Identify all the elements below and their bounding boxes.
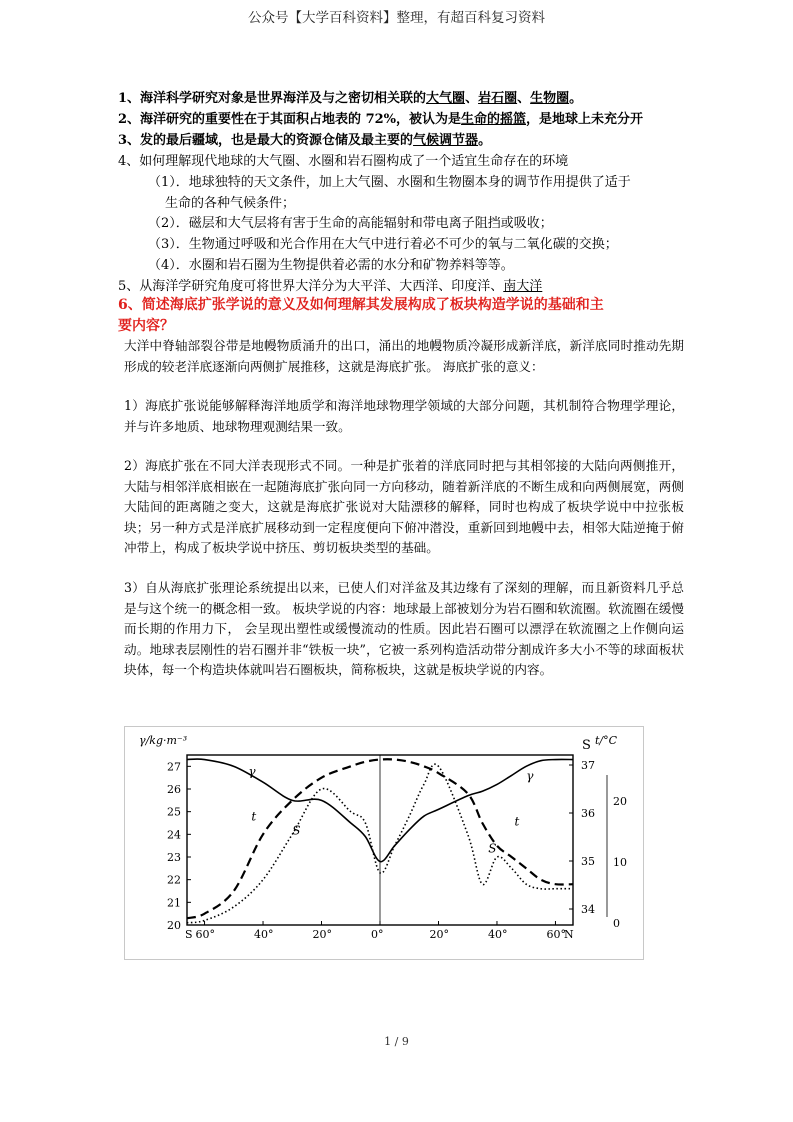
series-t-label: t — [251, 809, 257, 824]
left-axis-label: γ/kg·m⁻³ — [139, 734, 188, 747]
x-tick-label: 60° — [546, 928, 566, 941]
series-γ-label: γ — [248, 764, 256, 779]
item-4-sub-1-cont: 生命的各种气候条件； — [165, 196, 296, 211]
item-4-sub-3: （3）．生物通过呼吸和光合作用在大气中进行着必不可少的氧与二氧化碳的交换； — [148, 237, 618, 252]
series-S-label: S — [292, 823, 301, 838]
x-tick-label: 60° — [195, 928, 216, 941]
left-tick-label: 23 — [167, 851, 181, 864]
series-t-label: t — [514, 814, 520, 829]
question-6-line-1: 6、简述海底扩张学说的意义及如何理解其发展构成了板块构造学说的基础和主 — [118, 297, 604, 313]
salinity-tick-label: 36 — [581, 807, 595, 820]
x-tick-label: S — [185, 928, 193, 941]
temperature-tick-label: 0 — [613, 917, 620, 930]
item-4-sub-2: （2）．磁层和大气层将有害于生命的高能辐射和带电离子阻挡或吸收； — [148, 216, 553, 231]
item-4: 4、如何理解现代地球的大气圈、水圈和岩石圈构成了一个适宜生命存在的环境 — [118, 154, 569, 169]
left-tick-label: 25 — [167, 805, 181, 819]
item-5: 5、从海洋学研究角度可将世界大洋分为大平洋、大西洋、印度洋、南大洋 — [118, 279, 543, 294]
ocean-profile-chart — [124, 726, 644, 960]
temperature-axis-label: t/°C — [595, 734, 618, 747]
left-tick-label: 26 — [167, 783, 181, 796]
page-header: 公众号【大学百科资料】整理，有超百科复习资料 — [248, 10, 545, 26]
chart-svg — [125, 727, 643, 959]
left-tick-label: 20 — [167, 919, 181, 932]
x-tick-label: 40° — [487, 928, 508, 941]
x-tick-label: 40° — [254, 928, 274, 941]
item-1: 1、海洋科学研究对象是世界海洋及与之密切相关联的大气圈、岩石圈、生物圈。 — [118, 91, 583, 106]
answer-paragraph-3: 3）自从海底扩张理论系统提出以来，已使人们对洋盆及其边缘有了深刻的理解，而且新资料几乎总是与这个统一的概念相一致。 板块学说的内容：地球最上部被划分为岩石圈和软流圈。软流圈在缓慢而长期的作用力下， 会呈现出塑性或缓慢流动的性质。因此岩石圈可以漂浮在软流圈之上作侧向运动。地球表层刚性的岩石圈并非“铁板一块”，它被一系列构造活动带分割成许多大小不等的球面板状块体，每一个构造块体就叫岩石圈板块，简称板块，这就是板块学说的内容。 — [124, 580, 684, 678]
x-tick-label: 20° — [312, 928, 333, 941]
page-number: 1 / 9 — [384, 1035, 409, 1048]
salinity-axis-label: S — [582, 738, 591, 753]
temperature-tick-label: 10 — [613, 856, 627, 869]
series-γ-label: γ — [526, 768, 534, 783]
answer-paragraph-1: 1）海底扩张说能够解释海洋地质学和海洋地球物理学领域的大部分问题，其机制符合物理学理论，并与许多地质、地球物理观测结果一致。 — [124, 398, 684, 434]
x-tick-label: 0° — [371, 928, 384, 941]
left-tick-label: 21 — [167, 896, 181, 910]
salinity-tick-label: 34 — [581, 903, 595, 916]
left-tick-label: 27 — [167, 760, 181, 774]
left-tick-label: 22 — [167, 873, 181, 887]
temperature-tick-label: 20 — [613, 795, 627, 808]
answer-paragraph-intro: 大洋中脊轴部裂谷带是地幔物质涌升的出口，涌出的地幔物质冷凝形成新洋底，新洋底同时推动先期形成的较老洋底逐渐向两侧扩展推移，这就是海底扩张。 海底扩张的意义： — [124, 338, 684, 374]
salinity-tick-label: 37 — [581, 759, 595, 772]
item-2: 2、海洋研究的重要性在于其面积占地表的 72%，被认为是生命的摇篮，是地球上未充分开 — [118, 112, 644, 127]
left-tick-label: 24 — [167, 828, 181, 842]
salinity-tick-label: 35 — [581, 855, 595, 868]
answer-paragraph-2: 2）海底扩张在不同大洋表现形式不同。一种是扩张着的洋底同时把与其相邻接的大陆向两侧推开，大陆与相邻洋底相嵌在一起随海底扩张向同一方向移动，随着新洋底的不断生成和向两侧展宽，两侧大陆间的距离随之变大，这就是海底扩张说对大陆漂移的解释，同时也构成了板块学说中中拉张板块；另一种方式是洋底扩展移动到一定程度便向下俯冲潜没，重新回到地幔中去，相邻大陆逆掩于俯冲带上，构成了板块学说中挤压、剪切板块类型的基础。 — [124, 458, 684, 556]
item-4-sub-4: （4）．水圈和岩石圈为生物提供着必需的水分和矿物养料等等。 — [148, 258, 514, 273]
series-S-label: S — [488, 841, 497, 856]
item-4-sub-1: （1）．地球独特的天文条件，加上大气圈、水圈和生物圈本身的调节作用提供了适于 — [148, 175, 631, 190]
item-3: 3、发的最后疆域，也是最大的资源仓储及最主要的气候调节器。 — [118, 133, 492, 148]
x-tick-label: N — [564, 928, 574, 941]
x-tick-label: 20° — [429, 928, 449, 941]
question-6-line-2: 要内容？ — [118, 318, 174, 334]
